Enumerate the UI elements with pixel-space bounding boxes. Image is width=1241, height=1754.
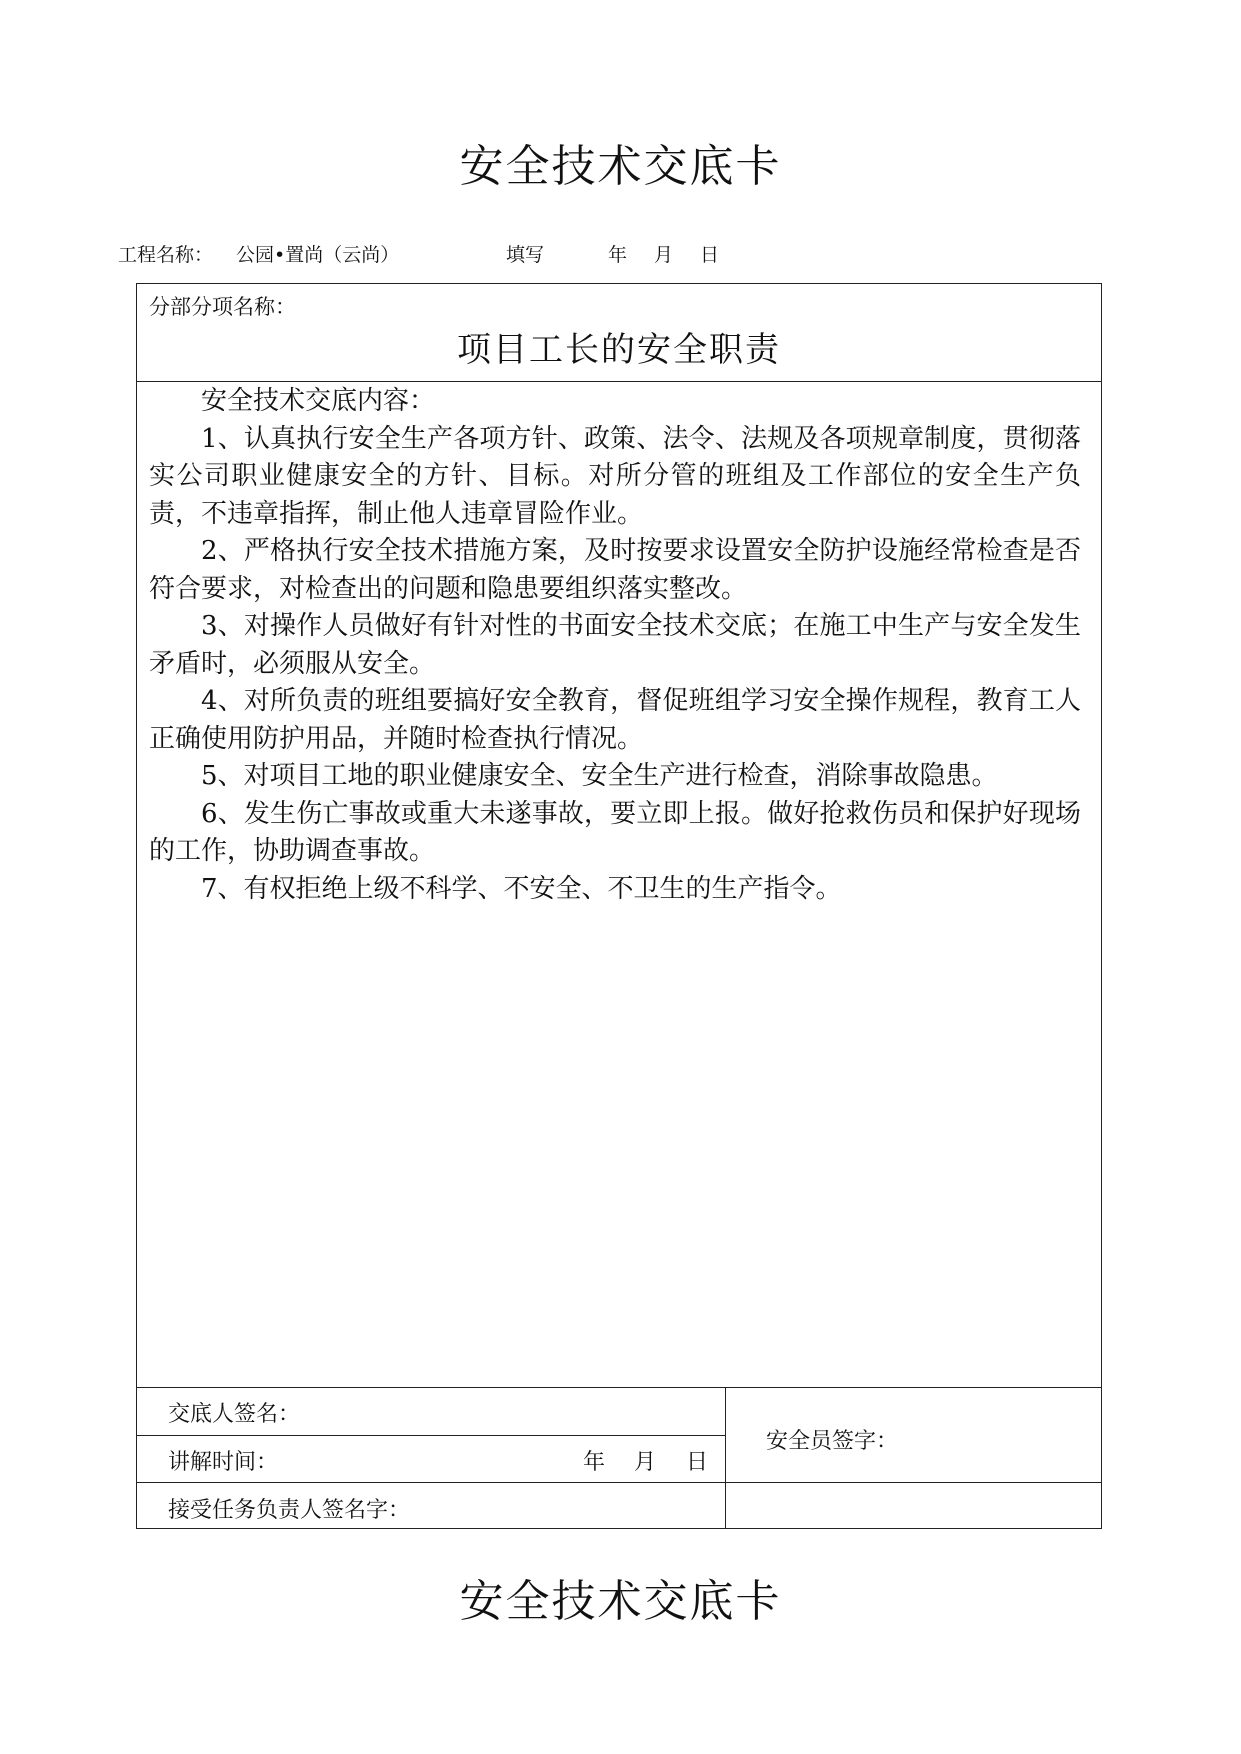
safety-officer-signature-label: 安全员签字： [766,1429,899,1454]
fill-month-label: 月 [654,244,674,266]
section-name-label: 分部分项名称： [149,295,296,319]
explain-time-label: 讲解时间： [168,1450,279,1475]
content-item: 5、对项目工地的职业健康安全、安全生产进行检查，消除事故隐患。 [201,761,998,791]
divider-signatures [136,1387,1102,1388]
content-item: 4、对所负责的班组要搞好安全教育，督促班组学习安全操作规程，教育工人正确使用防护用品，并随时检查执行情况。 [149,686,1081,754]
section-item-title: 项目工长的安全职责 [457,330,781,370]
project-name-value: 公园•置尚（云尚） [236,244,400,266]
divider-header [136,381,1102,382]
content-item: 6、发生伤亡事故或重大未遂事故，要立即上报。做好抢救伤员和保护好现场的工作，协助调查事故。 [149,798,1081,866]
explain-day-label: 日 [686,1450,709,1475]
next-page-title: 安全技术交底卡 [459,1576,782,1627]
presenter-signature-label: 交底人签名： [168,1402,301,1427]
fill-day-label: 日 [700,244,720,266]
content-item: 3、对操作人员做好有针对性的书面安全技术交底；在施工中生产与安全发生矛盾时，必须服从安全。 [149,611,1081,679]
document-title: 安全技术交底卡 [459,141,782,192]
explain-month-label: 月 [634,1450,657,1475]
fill-date-label: 填写 [506,244,545,266]
divider-sig-row-2 [136,1482,1102,1483]
briefing-content [149,383,1081,908]
project-name-label: 工程名称： [118,244,214,266]
divider-sig-column [725,1387,726,1529]
receiver-signature-label: 接受任务负责人签名字： [168,1498,411,1523]
content-item: 7、有权拒绝上级不科学、不安全、不卫生的生产指令。 [201,873,842,904]
divider-sig-row-1 [136,1435,726,1436]
content-heading: 安全技术交底内容： [201,386,436,416]
explain-year-label: 年 [583,1450,606,1475]
fill-year-label: 年 [608,244,628,266]
content-item: 1、认真执行安全生产各项方针、政策、法令、法规及各项规章制度，贯彻落实公司职业健康安全的方针、目标。对所分管的班组及工作部位的安全生产负责，不违章指挥，制止他人违章冒险作业。 [149,423,1081,529]
content-item: 2、严格执行安全技术措施方案，及时按要求设置安全防护设施经常检查是否符合要求，对检查出的问题和隐患要组织落实整改。 [149,536,1081,604]
